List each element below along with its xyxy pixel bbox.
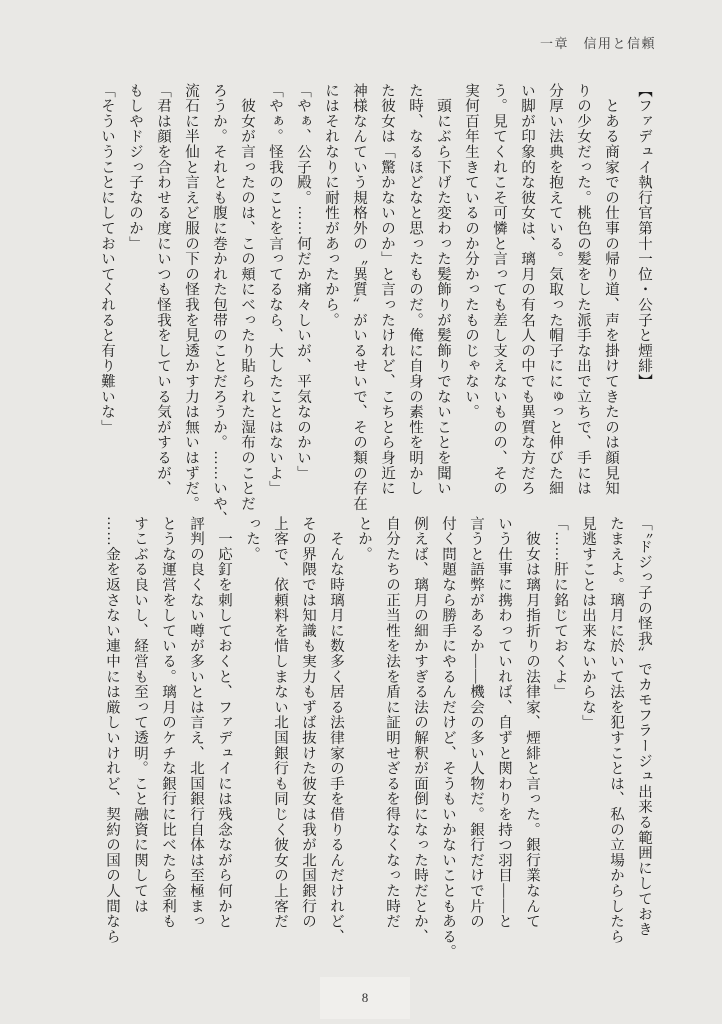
text-column: た彼女は「驚かないのか」と言ったけれど、こちとら身近に	[379, 83, 395, 497]
text-column: とか。	[356, 516, 372, 562]
text-column: 一応釘を刺しておくと、ファデュイには残念ながら何かと	[216, 516, 232, 930]
text-column: 評判の良くない噂が多いとは言え、北国銀行自体は至極まっ	[188, 516, 204, 930]
text-column: 実何百年生きているのか分かったものじゃない。	[463, 83, 479, 420]
page-number: 8	[361, 990, 369, 1005]
section-title-line: 【ファデュイ執行官第十一位・公子と煙緋】	[636, 83, 652, 389]
text-column: とうな運営をしている。璃月のケチな銀行に比べたら金利も	[160, 516, 176, 930]
text-column: 「君は顔を合わせる度にいつも怪我をしている気がするが、	[155, 83, 171, 497]
text-column: 「そういうことにしておいてくれると有り難いな」	[99, 83, 115, 435]
text-column: りの少女だった。桃色の髪をした派手な出で立ちで、手には	[575, 83, 591, 497]
text-column: 分厚い法典を抱えている。気取った帽子ににゅっと伸びた細	[547, 83, 563, 497]
text-column: 神様なんていう規格外の〝異質〟がいるせいで、その類の存在	[351, 83, 367, 512]
text-column: 「やぁ。怪我のことを言ってるなら、大したことはないよ」	[267, 83, 283, 497]
text-column: 言うと語弊があるか――機会の多い人物だ。銀行だけで片の	[468, 516, 484, 930]
text-column: 例えば、璃月の細かすぎる法の解釈が面倒になった時だとか、	[412, 516, 428, 945]
text-column: その界隈では知識も実力もずば抜けた彼女は我が北国銀行の	[300, 516, 316, 930]
text-column: 「〝ドジっ子の怪我〟でカモフラージュ出来る範囲にしておき	[636, 516, 652, 938]
text-column: た時、なるほどなと思ったものだ。俺に自身の素性を明かし	[407, 83, 423, 497]
text-column: 彼女が言ったのは、この頬にべったり貼られた湿布のことだ	[239, 83, 255, 512]
text-column: にはそれなりに耐性があったから。	[323, 83, 339, 328]
text-column: い脚が印象的な彼女は、璃月の有名人の中でも異質な方だろ	[519, 83, 535, 497]
text-column: ……金を返さない連中には厳しいけれど、契約の国の人間なら	[104, 516, 120, 945]
lower-text-block	[98, 516, 658, 960]
text-column: そんな時璃月に数多く居る法律家の手を借りるんだけれど、	[328, 516, 344, 945]
text-column: った。	[244, 516, 260, 562]
page-number-box	[320, 977, 410, 1019]
text-column: 上客で、依頼料を惜しまない北国銀行も同じく彼女の上客だ	[272, 516, 288, 930]
text-column: いう仕事に携わっていれば、自ずと関わりを持つ羽目――と	[496, 516, 512, 930]
text-column: 付く問題なら勝手にやるんだけど、そうもいかないこともある。	[440, 516, 456, 960]
chapter-running-header: 一章 信用と信頼	[539, 36, 656, 51]
text-column: 「……肝に銘じておくよ」	[552, 516, 568, 700]
upper-text-block	[93, 83, 658, 527]
text-column: 彼女は璃月指折りの法律家、煙緋と言った。銀行業なんて	[524, 516, 540, 930]
text-column: たまえよ。璃月に於いて法を犯すことは、私の立場からしたら	[608, 516, 624, 945]
text-column: 自分たちの正当性を法を盾に証明せざるを得なくなった時だ	[384, 516, 400, 930]
text-column: すこぶる良いし、経営も至って透明。こと融資に関しては	[132, 516, 148, 914]
text-column: とある商家での仕事の帰り道、声を掛けてきたのは顔見知	[603, 83, 619, 497]
text-column: もしやドジっ子なのか」	[127, 83, 143, 252]
text-column: ろうか。それとも腹に巻かれた包帯のことだろうか。……いや、	[211, 83, 227, 527]
text-column: 流石に半仙と言えど服の下の怪我を見透かす力は無いはずだ。	[183, 83, 199, 512]
text-column: 頭にぶら下げた変わった髪飾りが髪飾りでないことを聞い	[435, 83, 451, 497]
text-column: う。見てくれこそ可憐と言っても差し支えないものの、その	[491, 83, 507, 497]
text-column: 「やぁ、公子殿。……何だか痛々しいが、平気なのかい」	[295, 83, 311, 481]
text-column: 見逃すことは出来ないからな」	[580, 516, 596, 731]
